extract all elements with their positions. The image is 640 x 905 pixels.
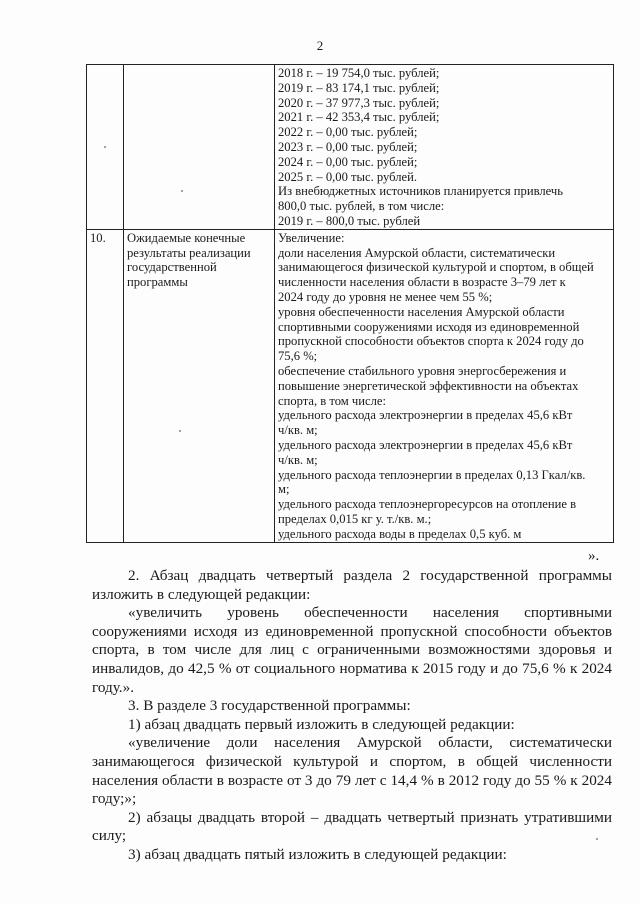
results-label: Ожидаемые конечные результаты реализации государственной программы	[127, 230, 251, 290]
financing-line: 800,0 тыс. рублей, в том числе:	[278, 199, 445, 214]
results-line: уровня обеспеченности населения Амурской области	[278, 304, 565, 319]
results-line: численности населения области в возрасте 3–79 лет к	[278, 275, 566, 290]
financing-line: 2023 г. – 0,00 тыс. рублей;	[278, 139, 418, 154]
results-line: Увеличение:	[278, 230, 345, 245]
financing-line: 2025 г. – 0,00 тыс. рублей.	[278, 169, 417, 184]
results-line: пропускной способности объектов спорта к 2024 году до	[278, 334, 584, 349]
results-line: удельного расхода теплоэнергоресурсов на отопление в	[278, 497, 577, 512]
table-row-financing	[87, 65, 614, 230]
scan-speck	[596, 838, 598, 840]
amendment-text	[92, 567, 612, 865]
financing-line: 2019 г. – 83 174,1 тыс. рублей;	[278, 80, 440, 95]
program-passport-table	[86, 64, 614, 543]
results-line: ч/кв. м;	[278, 423, 318, 438]
results-line: ч/кв. м;	[278, 452, 318, 467]
closing-quote: ».	[588, 548, 600, 564]
financing-line: 2022 г. – 0,00 тыс. рублей;	[278, 125, 418, 140]
results-line: удельного расхода электроэнергии в пределах 45,6 кВт	[278, 408, 573, 423]
financing-line: 2021 г. – 42 353,4 тыс. рублей;	[278, 110, 440, 125]
results-content-cell	[275, 229, 614, 542]
page-number: 2	[316, 38, 324, 53]
row-label-cell	[124, 65, 275, 230]
paragraph-item-3: 3. В разделе 3 государственной программы:	[128, 697, 411, 715]
results-line: спорта, в том числе:	[278, 393, 386, 408]
results-line: 2024 году до уровня не менее чем 55 %;	[278, 289, 493, 304]
scan-speck	[179, 430, 181, 432]
scan-speck	[181, 190, 183, 192]
financing-line: 2019 г. – 800,0 тыс. рублей	[278, 213, 421, 228]
financing-content-cell	[275, 65, 614, 230]
results-line: спортивными сооружениями исходя из единовременной	[278, 319, 580, 334]
paragraph-subitem-1: 1) абзац двадцать первый изложить в следующей редакции:	[128, 715, 515, 733]
results-line: повышение энергетической эффективности на объектах	[278, 378, 579, 393]
row-number-cell: 10.	[87, 229, 124, 542]
results-line: обеспечение стабильного уровня энергосбережения и	[278, 363, 567, 378]
row-label-cell	[124, 229, 275, 542]
results-line: доли населения Амурской области, систематически	[278, 245, 556, 260]
paragraph-quote-1: «увеличить уровень обеспеченности населения спортивными сооружениями исходя из единовременной пропускной способности объектов спорта, в том числе для лиц с ограниченными возможностями здоровья и инвалидов, до 42,5 % от социального норматива к 2015 году и до 75,6 % к 2024 году.».	[92, 604, 612, 696]
paragraph-subitem-2: 2) абзацы двадцать второй – двадцать четвертый признать утратившими силу;	[92, 808, 612, 845]
financing-line: 2018 г. – 19 754,0 тыс. рублей;	[278, 66, 440, 80]
results-line: удельного расхода электроэнергии в пределах 45,6 кВт	[278, 437, 573, 452]
paragraph-quote-2: «увеличение доли населения Амурской области, систематически занимающегося физической культурой и спортом, в общей численности населения области в возрасте от 3 до 79 лет с 14,4 % в 2012 году до 55 % к 2024 году;»;	[92, 734, 612, 808]
results-line: удельного расхода теплоэнергии в пределах 0,13 Гкал/кв.	[278, 467, 586, 482]
results-line: удельного расхода воды в пределах 0,5 куб. м	[278, 526, 522, 541]
results-line: м;	[278, 482, 290, 497]
table-row-results	[87, 229, 614, 542]
results-line: пределах 0,015 кг у. т./кв. м.;	[278, 511, 432, 526]
results-line: 75,6 %;	[278, 349, 318, 364]
results-line: занимающегося физической культурой и спортом, в общей	[278, 260, 594, 275]
paragraph-item-2: 2. Абзац двадцать четвертый раздела 2 государственной программы изложить в следующей редакции:	[92, 567, 612, 603]
financing-line: Из внебюджетных источников планируется привлечь	[278, 184, 563, 199]
paragraph-subitem-3: 3) абзац двадцать пятый изложить в следующей редакции:	[128, 845, 507, 863]
financing-line: 2020 г. – 37 977,3 тыс. рублей;	[278, 95, 440, 110]
financing-line: 2024 г. – 0,00 тыс. рублей;	[278, 154, 418, 169]
scan-speck	[104, 146, 106, 148]
